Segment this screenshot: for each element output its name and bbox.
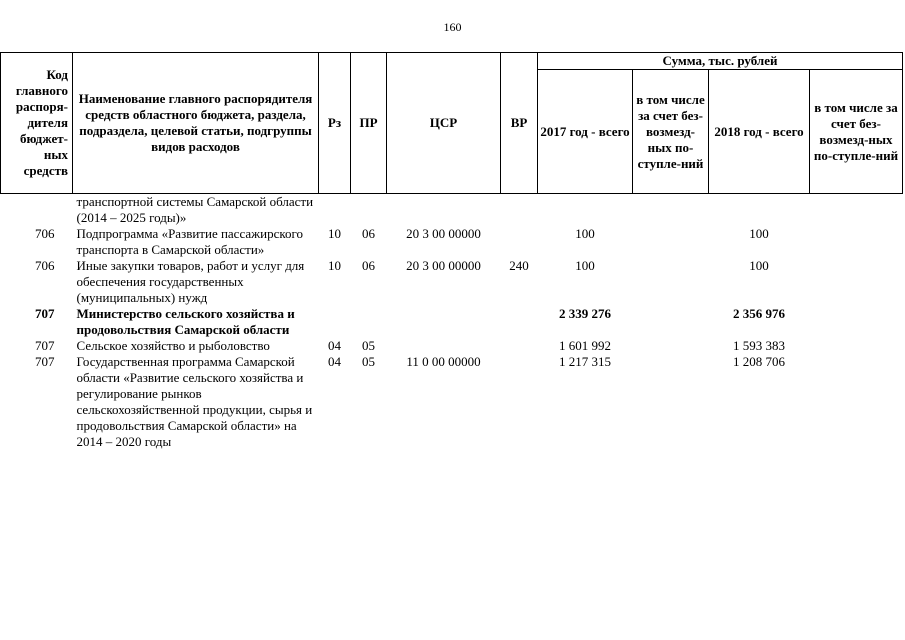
row-pr: 05 — [362, 338, 375, 353]
header-2018-total: 2018 год - всего — [709, 70, 810, 194]
row-2017-total: 2 339 276 — [559, 306, 611, 321]
row-pr: 06 — [362, 226, 375, 241]
header-2018-free: в том числе за счет без-возмезд-ных по-ступле-ний — [810, 70, 903, 194]
row-2017-total: 100 — [575, 258, 595, 273]
row-code: 706 — [35, 258, 55, 273]
page-number: 160 — [443, 20, 462, 34]
row-2018-free — [810, 258, 903, 306]
row-2018-total: 1 593 383 — [733, 338, 785, 353]
row-rz: 10 — [328, 258, 341, 273]
row-2018-total: 100 — [749, 226, 769, 241]
row-2018-free — [810, 354, 903, 450]
row-vr — [501, 226, 538, 258]
header-2017-free: в том числе за счет без-возмезд-ных по-ступле-ний — [633, 70, 709, 194]
row-vr: 240 — [509, 258, 529, 273]
row-2017-free — [633, 338, 709, 354]
row-csr: 20 3 00 00000 — [406, 258, 481, 273]
table-row — [1, 306, 903, 338]
header-2017-total: 2017 год - всего — [538, 70, 633, 194]
row-code: 707 — [35, 338, 55, 353]
row-pr: 06 — [362, 258, 375, 273]
table-row — [1, 226, 903, 258]
header-vr: ВР — [501, 53, 538, 194]
header-rz: Рз — [319, 53, 351, 194]
row-2017-total: 1 601 992 — [559, 338, 611, 353]
row-2017-free — [633, 226, 709, 258]
row-name: Иные закупки товаров, работ и услуг для обеспечения государственных (муниципальных) нужд — [76, 258, 305, 305]
row-vr — [501, 194, 538, 227]
row-2018-total: 100 — [749, 258, 769, 273]
header-pr: ПР — [351, 53, 387, 194]
row-pr — [351, 306, 387, 338]
row-code: 707 — [35, 306, 55, 321]
row-csr: 20 3 00 00000 — [406, 226, 481, 241]
row-code — [1, 194, 73, 227]
row-2017-total — [538, 194, 633, 227]
row-csr — [387, 194, 501, 227]
row-csr: 11 0 00 00000 — [406, 354, 481, 369]
row-2017-total: 100 — [575, 226, 595, 241]
row-2018-free — [810, 306, 903, 338]
table-row — [1, 194, 903, 227]
table-row — [1, 258, 903, 306]
row-2018-free — [810, 226, 903, 258]
row-rz: 04 — [328, 354, 341, 369]
row-2018-total — [709, 194, 810, 227]
row-name: Министерство сельского хозяйства и продовольствия Самарской области — [76, 306, 295, 337]
row-name: Сельское хозяйство и рыболовство — [76, 338, 270, 353]
row-rz: 10 — [328, 226, 341, 241]
row-rz — [319, 306, 351, 338]
table-row — [1, 338, 903, 354]
row-pr — [351, 194, 387, 227]
row-rz — [319, 194, 351, 227]
row-csr — [387, 306, 501, 338]
row-2017-free — [633, 194, 709, 227]
row-2018-free — [810, 194, 903, 227]
row-vr — [501, 306, 538, 338]
row-2018-total: 1 208 706 — [733, 354, 785, 369]
row-vr — [501, 338, 538, 354]
row-code: 707 — [35, 354, 55, 369]
row-2017-total: 1 217 315 — [559, 354, 611, 369]
row-2017-free — [633, 258, 709, 306]
header-name: Наименование главного распорядителя средств областного бюджета, раздела, подраздела, целевой статьи, подгруппы видов расходов — [73, 53, 319, 194]
row-2018-total: 2 356 976 — [733, 306, 785, 321]
table-row — [1, 354, 903, 450]
table-body — [1, 194, 903, 451]
row-name: транспортной системы Самарской области (2014 – 2025 годы)» — [76, 194, 314, 225]
row-name: Государственная программа Самарской области «Развитие сельского хозяйства и регулирование рынков сельскохозяйственной продукции, сырья и продовольствия Самарской области» на 2014 – 2020 годы — [76, 354, 313, 449]
table-header — [1, 53, 903, 194]
header-sum: Сумма, тыс. рублей — [538, 53, 903, 70]
row-code: 706 — [35, 226, 55, 241]
row-name: Подпрограмма «Развитие пассажирского транспорта в Самарской области» — [76, 226, 304, 257]
row-2017-free — [633, 354, 709, 450]
row-pr: 05 — [362, 354, 375, 369]
row-vr — [501, 354, 538, 450]
row-rz: 04 — [328, 338, 341, 353]
row-csr — [387, 338, 501, 354]
header-csr: ЦСР — [387, 53, 501, 194]
row-2017-free — [633, 306, 709, 338]
budget-table — [0, 52, 903, 450]
row-2018-free — [810, 338, 903, 354]
header-code: Код главного распоря-дителя бюджет-ных средств — [1, 53, 73, 194]
